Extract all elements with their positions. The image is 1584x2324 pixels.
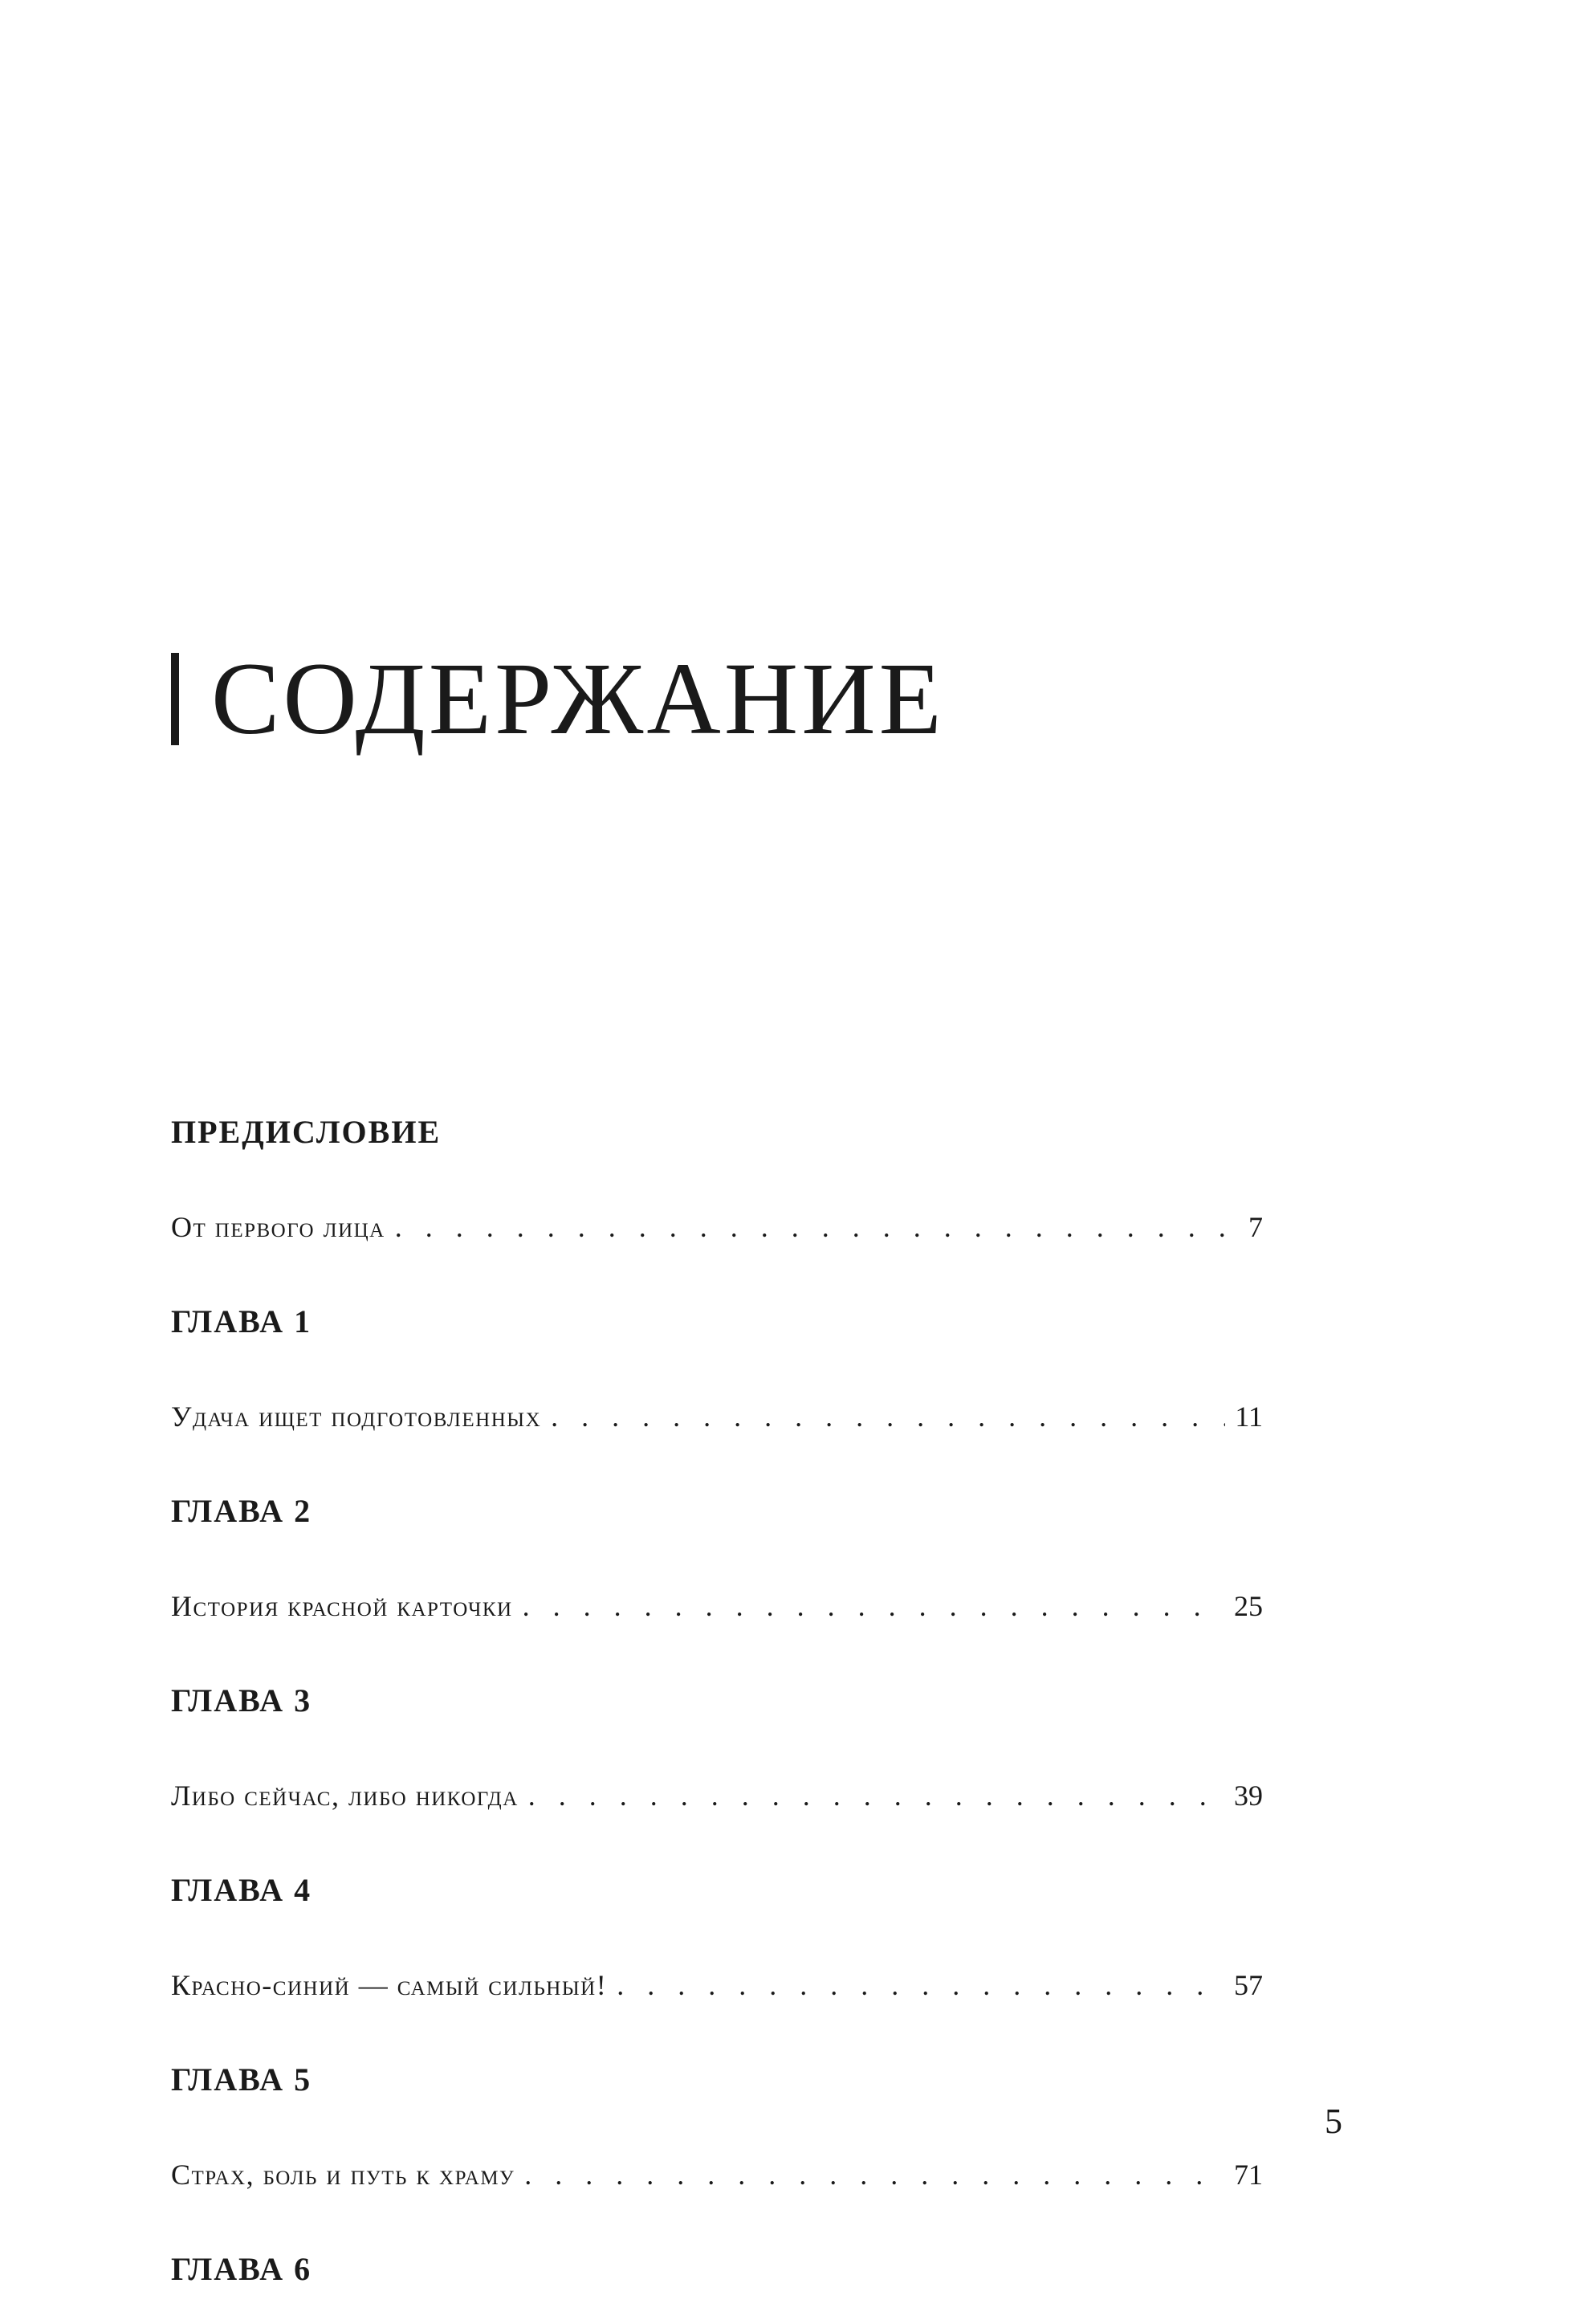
page-title: СОДЕРЖАНИЕ: [211, 642, 945, 756]
dot-leader: [524, 2151, 1224, 2199]
dot-leader: [528, 1772, 1224, 1820]
toc-entry[interactable]: [171, 1961, 1263, 2009]
toc-entry-title: Удача ищет подготовленных: [171, 1401, 542, 1433]
dot-leader: [617, 1961, 1224, 2009]
dot-leader: [551, 1392, 1225, 1441]
title-rule-bar: [171, 653, 179, 745]
toc-section-chapter-1: [171, 1298, 1263, 1441]
toc-entry-page: 11: [1235, 1401, 1263, 1433]
toc-entry-page: 39: [1234, 1780, 1263, 1812]
toc-entry[interactable]: [171, 1203, 1263, 1251]
dot-leader: [395, 1203, 1239, 1251]
toc-entry-page: 25: [1234, 1590, 1263, 1622]
toc-section-chapter-3: [171, 1677, 1263, 1820]
toc-section-heading: ПРЕДИСЛОВИЕ: [171, 1114, 442, 1150]
toc-section-chapter-4: [171, 1866, 1263, 2009]
toc-entry[interactable]: [171, 1772, 1263, 1820]
toc-entry[interactable]: [171, 1582, 1263, 1630]
toc-section-heading: ГЛАВА 2: [171, 1493, 312, 1529]
toc-section-chapter-6: [171, 2245, 1263, 2293]
page-number: 5: [1325, 2102, 1342, 2141]
toc-entry-title: История красной карточки: [171, 1590, 513, 1622]
toc-section-chapter-5: [171, 2056, 1263, 2199]
toc-section-heading: ГЛАВА 4: [171, 1872, 312, 1908]
toc-section-heading: ГЛАВА 6: [171, 2251, 312, 2287]
toc-section-chapter-2: [171, 1487, 1263, 1630]
toc-section-preface: [171, 1108, 1263, 1251]
toc-section-heading: ГЛАВА 3: [171, 1682, 312, 1719]
table-of-contents: [171, 1108, 1263, 2293]
toc-entry-page: 7: [1248, 1211, 1263, 1243]
toc-section-heading: ГЛАВА 1: [171, 1303, 312, 1339]
toc-entry[interactable]: [171, 1392, 1263, 1441]
toc-entry-page: 57: [1234, 1969, 1263, 2001]
toc-section-heading: ГЛАВА 5: [171, 2061, 312, 2098]
toc-entry-title: Либо сейчас, либо никогда: [171, 1780, 519, 1812]
toc-entry-title: Страх, боль и путь к храму: [171, 2159, 515, 2191]
toc-entry-page: 71: [1234, 2159, 1263, 2191]
title-block: [171, 642, 945, 755]
toc-entry-title: От первого лица: [171, 1211, 385, 1243]
toc-entry-title: Красно-синий — самый сильный!: [171, 1969, 608, 2001]
dot-leader: [523, 1582, 1224, 1630]
toc-entry[interactable]: [171, 2151, 1263, 2199]
